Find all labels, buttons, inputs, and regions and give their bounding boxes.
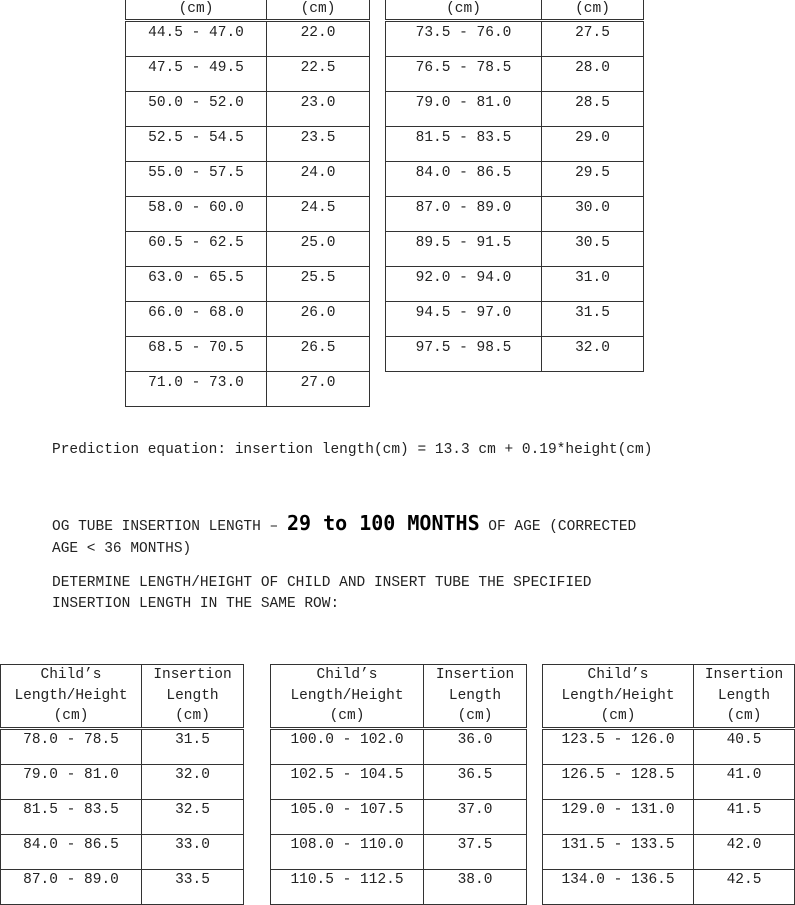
length-range-cell: 102.5 - 104.5 [271, 765, 424, 800]
length-range-cell: 94.5 - 97.0 [386, 302, 542, 337]
length-range-cell: 66.0 - 68.0 [126, 302, 267, 337]
length-range-cell: 44.5 - 47.0 [126, 21, 267, 57]
length-range-cell: 63.0 - 65.5 [126, 267, 267, 302]
bottom-table-1 [0, 664, 244, 905]
table-row [271, 835, 527, 870]
table-header-row [543, 665, 795, 729]
length-range-cell: 84.0 - 86.5 [1, 835, 142, 870]
insertion-unit-header: (cm) [542, 0, 644, 21]
length-range-cell: 84.0 - 86.5 [386, 162, 542, 197]
insertion-length-cell: 29.0 [542, 127, 644, 162]
length-range-cell: 60.5 - 62.5 [126, 232, 267, 267]
header-line: Child’s [587, 667, 649, 683]
header-line: (cm) [600, 708, 636, 724]
length-range-cell: 87.0 - 89.0 [386, 197, 542, 232]
bottom-table-3-body [543, 729, 795, 905]
length-range-cell: 123.5 - 126.0 [543, 729, 694, 765]
section-title [52, 511, 636, 539]
insertion-length-cell: 27.5 [542, 21, 644, 57]
insertion-length-cell: 23.5 [267, 127, 370, 162]
table-row [386, 57, 644, 92]
table-row [1, 870, 244, 905]
length-range-cell: 79.0 - 81.0 [1, 765, 142, 800]
table-row [543, 835, 795, 870]
insertion-length-cell: 32.5 [142, 800, 244, 835]
header-line: Length [717, 687, 771, 704]
insertion-length-cell: 33.0 [142, 835, 244, 870]
insertion-length-header [694, 665, 795, 729]
table-row [126, 162, 370, 197]
section-title-prefix: OG TUBE INSERTION LENGTH – [52, 519, 287, 535]
insertion-length-cell: 42.5 [694, 870, 795, 905]
insertion-unit-header: (cm) [267, 0, 370, 21]
header-line: Child’s [40, 667, 102, 683]
length-range-cell: 129.0 - 131.0 [543, 800, 694, 835]
table-row [1, 765, 244, 800]
insertion-length-cell: 26.0 [267, 302, 370, 337]
length-range-cell: 110.5 - 112.5 [271, 870, 424, 905]
length-range-cell: 73.5 - 76.0 [386, 21, 542, 57]
length-range-cell: 126.5 - 128.5 [543, 765, 694, 800]
table-row [126, 337, 370, 372]
insertion-length-cell: 36.5 [424, 765, 527, 800]
header-line: Insertion [704, 667, 784, 683]
table-row [126, 302, 370, 337]
header-line: (cm) [457, 708, 493, 724]
insertion-length-cell: 26.5 [267, 337, 370, 372]
table-row [386, 162, 644, 197]
length-range-cell: 47.5 - 49.5 [126, 57, 267, 92]
table-row [386, 197, 644, 232]
section-title-emphasis: 29 to 100 MONTHS [286, 511, 480, 535]
length-range-cell: 81.5 - 83.5 [1, 800, 142, 835]
table-row [386, 302, 644, 337]
insertion-length-cell: 27.0 [267, 372, 370, 407]
table-row [271, 729, 527, 765]
insertion-length-cell: 28.0 [542, 57, 644, 92]
insertion-length-cell: 24.0 [267, 162, 370, 197]
insertion-length-cell: 29.5 [542, 162, 644, 197]
length-range-cell: 71.0 - 73.0 [126, 372, 267, 407]
table-row [126, 267, 370, 302]
insertion-length-cell: 37.5 [424, 835, 527, 870]
insertion-length-cell: 41.0 [694, 765, 795, 800]
header-line: Length [166, 687, 219, 704]
length-range-cell: 134.0 - 136.5 [543, 870, 694, 905]
table-row [126, 372, 370, 407]
insertion-length-cell: 24.5 [267, 197, 370, 232]
insertion-length-cell: 25.5 [267, 267, 370, 302]
section-title-suffix: OF AGE (CORRECTED [479, 519, 637, 535]
table-row [1, 800, 244, 835]
insertion-length-header [142, 665, 244, 729]
header-line: (cm) [53, 708, 89, 724]
header-line: Insertion [153, 667, 232, 683]
insertion-length-cell: 30.0 [542, 197, 644, 232]
length-unit-header: (cm) [126, 0, 267, 21]
insertion-length-cell: 38.0 [424, 870, 527, 905]
length-range-cell: 87.0 - 89.0 [1, 870, 142, 905]
top-left-body [126, 21, 370, 407]
length-range-cell: 78.0 - 78.5 [1, 729, 142, 765]
length-range-cell: 108.0 - 110.0 [271, 835, 424, 870]
table-row [1, 729, 244, 765]
insertion-length-cell: 22.5 [267, 57, 370, 92]
table-header-row [126, 0, 370, 21]
length-range-cell: 52.5 - 54.5 [126, 127, 267, 162]
table-row [271, 870, 527, 905]
table-row [271, 800, 527, 835]
table-row [126, 232, 370, 267]
length-range-cell: 100.0 - 102.0 [271, 729, 424, 765]
table-row [126, 197, 370, 232]
insertion-length-cell: 31.5 [142, 729, 244, 765]
bottom-table-2 [270, 664, 527, 905]
table-row [126, 57, 370, 92]
table-row [543, 729, 795, 765]
top-left-table [125, 0, 370, 407]
length-range-cell: 50.0 - 52.0 [126, 92, 267, 127]
table-row [543, 800, 795, 835]
length-range-cell: 105.0 - 107.5 [271, 800, 424, 835]
insertion-length-cell: 40.5 [694, 729, 795, 765]
table-row [271, 765, 527, 800]
instruction-line2: INSERTION LENGTH IN THE SAME ROW: [52, 596, 340, 612]
table-row [126, 21, 370, 57]
insertion-length-cell: 41.5 [694, 800, 795, 835]
insertion-length-cell: 31.5 [542, 302, 644, 337]
table-row [126, 127, 370, 162]
insertion-length-cell: 37.0 [424, 800, 527, 835]
insertion-length-cell: 30.5 [542, 232, 644, 267]
header-line: (cm) [175, 708, 210, 724]
length-range-cell: 58.0 - 60.0 [126, 197, 267, 232]
length-range-cell: 76.5 - 78.5 [386, 57, 542, 92]
bottom-table-2-body [271, 729, 527, 905]
insertion-length-cell: 28.5 [542, 92, 644, 127]
insertion-length-header [424, 665, 527, 729]
header-line: Length [448, 687, 502, 704]
child-length-header [543, 665, 694, 729]
bottom-table-3 [542, 664, 795, 905]
length-unit-header: (cm) [386, 0, 542, 21]
header-line: Length/Height [14, 687, 128, 704]
length-range-cell: 131.5 - 133.5 [543, 835, 694, 870]
insertion-length-cell: 32.0 [142, 765, 244, 800]
insertion-length-cell: 42.0 [694, 835, 795, 870]
table-row [386, 92, 644, 127]
table-row [386, 21, 644, 57]
table-row [386, 267, 644, 302]
length-range-cell: 89.5 - 91.5 [386, 232, 542, 267]
child-length-header [271, 665, 424, 729]
table-row [543, 765, 795, 800]
table-row [543, 870, 795, 905]
length-range-cell: 79.0 - 81.0 [386, 92, 542, 127]
table-header-row [271, 665, 527, 729]
header-line: Length/Height [290, 687, 404, 704]
insertion-length-cell: 36.0 [424, 729, 527, 765]
header-line: (cm) [726, 708, 762, 724]
length-range-cell: 97.5 - 98.5 [386, 337, 542, 372]
section-title-line2: AGE < 36 MONTHS) [52, 541, 192, 557]
length-range-cell: 55.0 - 57.5 [126, 162, 267, 197]
table-row [386, 127, 644, 162]
insertion-length-cell: 23.0 [267, 92, 370, 127]
insertion-length-cell: 22.0 [267, 21, 370, 57]
table-header-row [386, 0, 644, 21]
prediction-equation: Prediction equation: insertion length(cm) = 13.3 cm + 0.19*height(cm) [52, 442, 653, 458]
insertion-length-cell: 25.0 [267, 232, 370, 267]
table-row [126, 92, 370, 127]
length-range-cell: 92.0 - 94.0 [386, 267, 542, 302]
table-row [1, 835, 244, 870]
top-right-table [385, 0, 644, 372]
insertion-length-cell: 33.5 [142, 870, 244, 905]
table-row [386, 232, 644, 267]
bottom-table-1-body [1, 729, 244, 905]
insertion-length-cell: 32.0 [542, 337, 644, 372]
table-header-row [1, 665, 244, 729]
insertion-length-cell: 31.0 [542, 267, 644, 302]
header-line: (cm) [329, 708, 365, 724]
child-length-header [1, 665, 142, 729]
length-range-cell: 81.5 - 83.5 [386, 127, 542, 162]
length-range-cell: 68.5 - 70.5 [126, 337, 267, 372]
table-row [386, 337, 644, 372]
header-line: Child’s [316, 667, 378, 683]
header-line: Insertion [435, 667, 515, 683]
header-line: Length/Height [561, 687, 675, 704]
top-right-body [386, 21, 644, 372]
instruction-line1: DETERMINE LENGTH/HEIGHT OF CHILD AND INSERT TUBE THE SPECIFIED [52, 575, 592, 591]
